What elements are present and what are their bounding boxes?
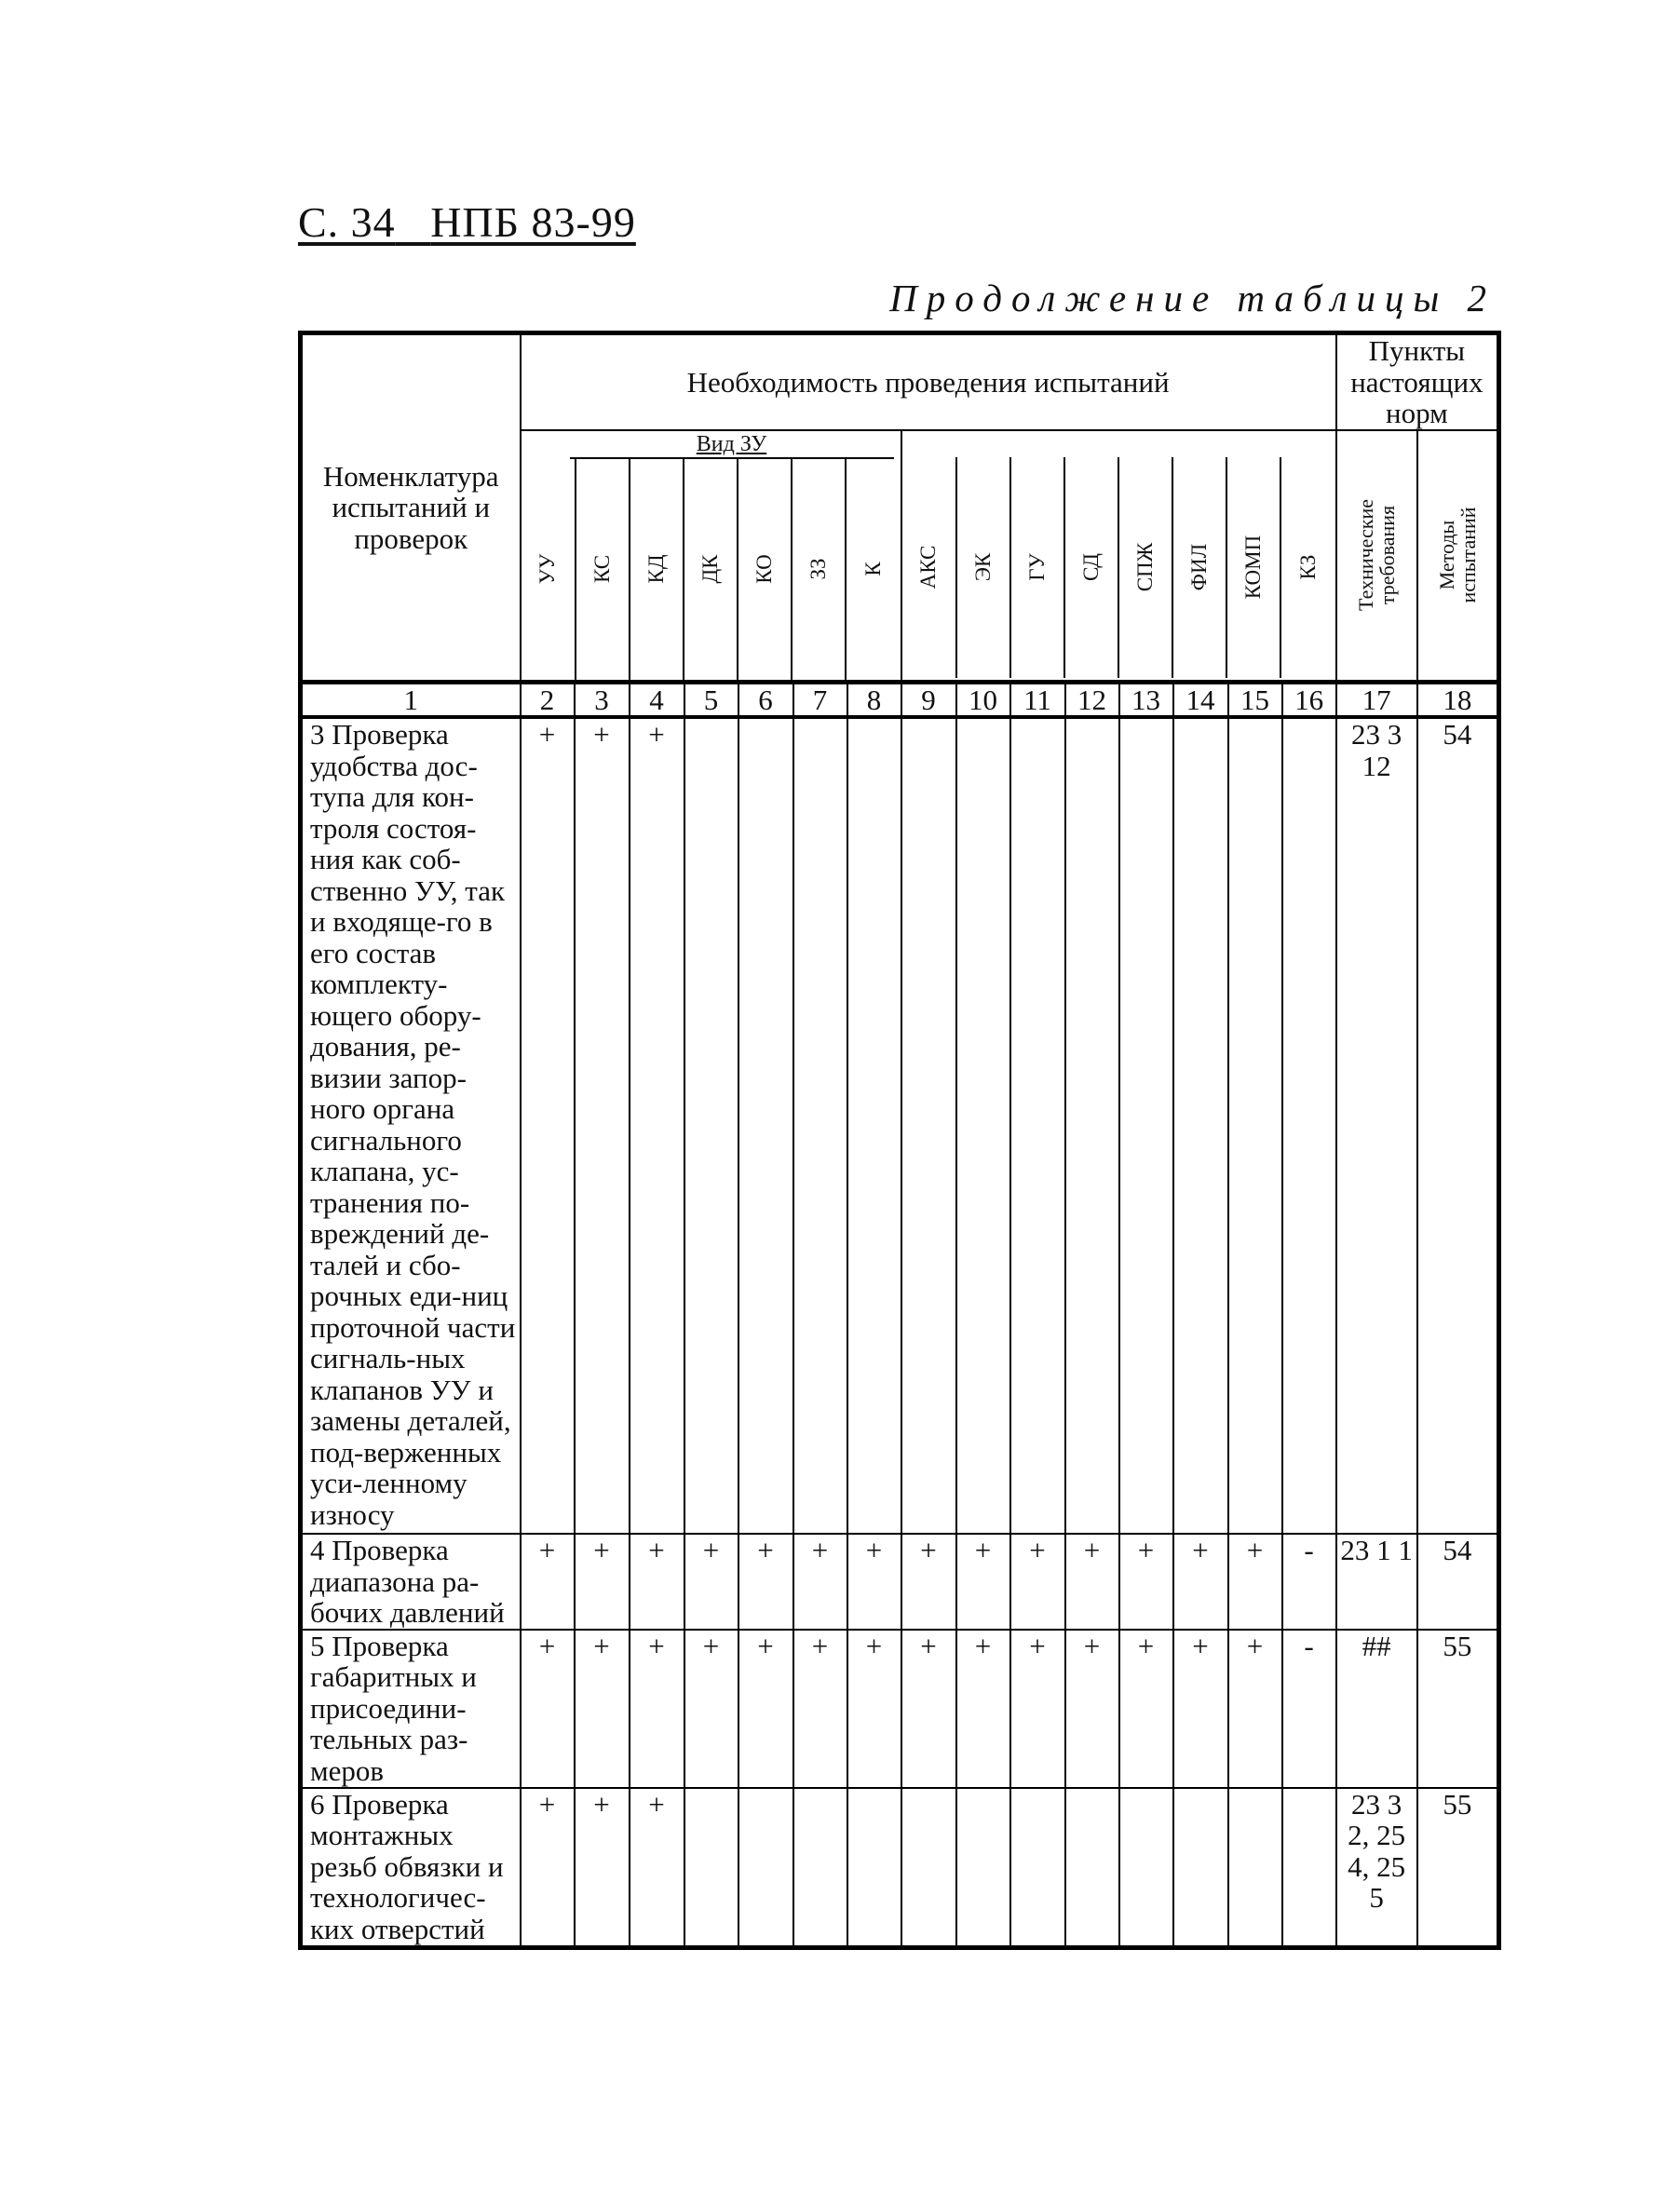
other-types-group	[901, 430, 1336, 683]
col-header-methods: Методы испытаний	[1417, 430, 1499, 683]
necessity-mark	[847, 717, 901, 1534]
necessity-mark: +	[901, 1534, 956, 1630]
tech-requirements-ref: ##	[1336, 1630, 1417, 1788]
necessity-mark	[1282, 1788, 1336, 1948]
necessity-mark: +	[1065, 1534, 1119, 1630]
necessity-mark: +	[684, 1534, 738, 1630]
necessity-mark: +	[793, 1630, 847, 1788]
necessity-mark	[684, 717, 738, 1534]
necessity-mark	[847, 1788, 901, 1948]
col-header-type: КС	[576, 459, 630, 680]
column-number: 5	[684, 682, 738, 717]
col-header-nomenclature: Номенклатура испытаний и проверок	[301, 333, 521, 683]
necessity-mark	[901, 1788, 956, 1948]
necessity-mark: +	[847, 1534, 901, 1630]
column-numbers-row	[301, 682, 1499, 717]
necessity-mark: +	[521, 1788, 575, 1948]
necessity-mark	[1228, 717, 1282, 1534]
table-caption: Продолжение таблицы 2	[889, 277, 1496, 319]
test-name: 4 Проверка диапазона ра-бочих давлений	[301, 1534, 521, 1630]
column-number: 1	[301, 682, 521, 717]
necessity-mark	[956, 1788, 1010, 1948]
necessity-mark: +	[1173, 1534, 1228, 1630]
tech-requirements-ref: 23 3 12	[1336, 717, 1417, 1534]
col-header-type: ГУ	[1010, 457, 1064, 678]
page-number: С. 34	[298, 198, 396, 246]
column-number: 2	[521, 682, 575, 717]
necessity-mark: +	[1065, 1630, 1119, 1788]
necessity-mark: +	[630, 1630, 684, 1788]
col-header-type: УУ	[522, 459, 576, 680]
test-methods-ref: 54	[1417, 717, 1499, 1534]
necessity-mark: +	[630, 1534, 684, 1630]
necessity-mark: +	[1228, 1534, 1282, 1630]
table-row	[301, 717, 1499, 1534]
col-header-type: КОМП	[1226, 457, 1280, 678]
necessity-mark: +	[901, 1630, 956, 1788]
necessity-mark: +	[575, 717, 630, 1534]
necessity-mark	[793, 717, 847, 1534]
column-number: 17	[1336, 682, 1417, 717]
necessity-mark: +	[575, 1630, 630, 1788]
column-number: 7	[793, 682, 847, 717]
necessity-mark: +	[1119, 1630, 1173, 1788]
necessity-mark: +	[521, 717, 575, 1534]
column-number: 16	[1282, 682, 1336, 717]
necessity-mark: +	[1010, 1630, 1065, 1788]
necessity-mark	[1119, 717, 1173, 1534]
column-number: 11	[1010, 682, 1065, 717]
necessity-mark	[1228, 1788, 1282, 1948]
test-name: 6 Проверка монтажных резьб обвязки и технологичес-ких отверстий	[301, 1788, 521, 1948]
tech-requirements-ref: 23 3 2, 25 4, 25 5	[1336, 1788, 1417, 1948]
necessity-mark: +	[1010, 1534, 1065, 1630]
necessity-mark: +	[793, 1534, 847, 1630]
col-header-type: КД	[630, 459, 684, 680]
necessity-mark: +	[630, 1788, 684, 1948]
table-row	[301, 1788, 1499, 1948]
requirements-table	[298, 331, 1501, 1950]
column-number: 10	[956, 682, 1010, 717]
table-row	[301, 1534, 1499, 1630]
necessity-mark: +	[521, 1534, 575, 1630]
necessity-mark	[901, 717, 956, 1534]
necessity-mark	[1065, 1788, 1119, 1948]
necessity-mark	[1282, 717, 1336, 1534]
column-number: 9	[901, 682, 956, 717]
column-number: 6	[738, 682, 793, 717]
column-number: 3	[575, 682, 630, 717]
test-methods-ref: 55	[1417, 1630, 1499, 1788]
test-methods-ref: 55	[1417, 1788, 1499, 1948]
column-number: 15	[1228, 682, 1282, 717]
col-header-type: КО	[738, 459, 792, 680]
col-header-type: ДК	[684, 459, 738, 680]
col-header-tech-req: Технические требования	[1336, 430, 1417, 683]
col-header-type: СД	[1064, 457, 1118, 678]
necessity-mark: +	[575, 1788, 630, 1948]
necessity-mark	[1119, 1788, 1173, 1948]
vid-zu-label: Вид ЗУ	[570, 431, 894, 459]
necessity-mark: +	[1228, 1630, 1282, 1788]
document-code: НПБ 83-99	[430, 198, 636, 246]
col-header-type: ФИЛ	[1172, 457, 1226, 678]
necessity-mark: -	[1282, 1630, 1336, 1788]
necessity-mark: +	[847, 1630, 901, 1788]
necessity-mark	[738, 1788, 793, 1948]
page-header	[298, 197, 636, 247]
tech-requirements-ref: 23 1 1	[1336, 1534, 1417, 1630]
column-number: 4	[630, 682, 684, 717]
col-header-type: АКС	[902, 457, 956, 678]
col-header-type: КЗ	[1280, 457, 1335, 678]
necessity-mark	[738, 717, 793, 1534]
col-header-type: ЭК	[956, 457, 1010, 678]
necessity-mark	[956, 717, 1010, 1534]
column-number: 12	[1065, 682, 1119, 717]
necessity-mark	[1065, 717, 1119, 1534]
necessity-mark: +	[956, 1534, 1010, 1630]
necessity-mark	[1173, 1788, 1228, 1948]
necessity-mark: +	[575, 1534, 630, 1630]
necessity-mark	[1173, 717, 1228, 1534]
column-number: 8	[847, 682, 901, 717]
necessity-mark: +	[630, 717, 684, 1534]
necessity-mark	[684, 1788, 738, 1948]
table-row	[301, 1630, 1499, 1788]
col-header-type: ЗЗ	[792, 459, 846, 680]
col-header-points: Пункты настоящих норм	[1336, 333, 1499, 430]
necessity-mark: +	[956, 1630, 1010, 1788]
column-number: 14	[1173, 682, 1228, 717]
test-name: 3 Проверка удобства дос-тупа для кон-троля состоя-ния как соб-ственно УУ, так и входяще-го в его состав комплекту-ющего обору-дования, ре-визии запор-ного органа сигнального клапана, ус-транения по-вреждений де-талей и сбо-рочных еди-ниц проточной части сигналь-ных клапанов УУ и замены деталей, под-верженных уси-ленному износу	[301, 717, 521, 1534]
necessity-mark: +	[521, 1630, 575, 1788]
col-header-necessity: Необходимость проведения испытаний	[521, 333, 1336, 430]
necessity-mark: -	[1282, 1534, 1336, 1630]
vid-zu-group	[521, 430, 901, 683]
column-number: 18	[1417, 682, 1499, 717]
test-name: 5 Проверка габаритных и присоедини-тельных раз-меров	[301, 1630, 521, 1788]
necessity-mark: +	[738, 1534, 793, 1630]
col-header-type: К	[846, 459, 900, 680]
necessity-mark	[1010, 1788, 1065, 1948]
necessity-mark: +	[1173, 1630, 1228, 1788]
column-number: 13	[1119, 682, 1173, 717]
necessity-mark	[793, 1788, 847, 1948]
test-methods-ref: 54	[1417, 1534, 1499, 1630]
col-header-type: СПЖ	[1118, 457, 1172, 678]
necessity-mark: +	[738, 1630, 793, 1788]
necessity-mark	[1010, 717, 1065, 1534]
necessity-mark: +	[684, 1630, 738, 1788]
necessity-mark: +	[1119, 1534, 1173, 1630]
